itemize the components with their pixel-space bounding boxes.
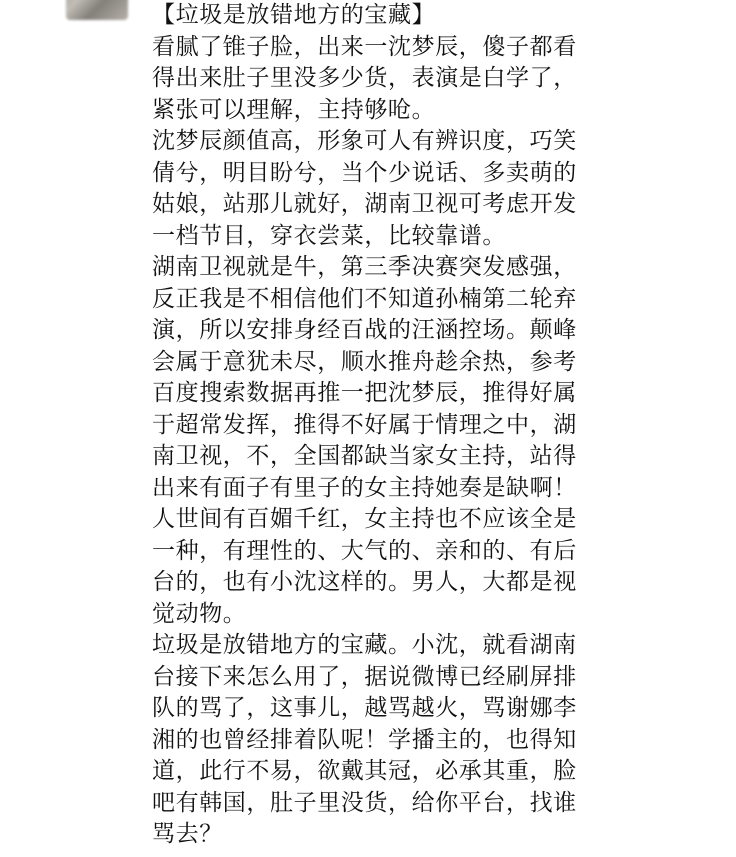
paragraph	[152, 252, 732, 504]
text-line: 觉动物。	[152, 600, 247, 627]
text-line: 湘的也曾经排着队呢！学播主的，也得知	[152, 726, 577, 753]
text-line: 垃圾是放错地方的宝藏。小沈，就看湖南	[152, 632, 577, 658]
post-content	[152, 0, 732, 851]
paragraph	[152, 630, 732, 851]
text-line: 台的，也有小沈这样的。男人，大都是视	[152, 569, 577, 595]
text-line: 倩兮，明目盼兮，当个少说话、多卖萌的	[152, 159, 577, 186]
text-line: 姑娘，站那儿就好，湖南卫视可考虑开发	[152, 191, 577, 217]
text-line: 演，所以安排身经百战的汪涵控场。颠峰	[152, 317, 577, 343]
text-line: 南卫视，不，全国都缺当家女主持，站得	[152, 443, 577, 469]
text-line: 吧有韩国，肚子里没货，给你平台，找谁	[152, 789, 577, 816]
text-line: 看腻了锥子脸，出来一沈梦辰，傻子都看	[152, 33, 577, 60]
text-line: 出来有面子有里子的女主持她奏是缺啊！	[152, 474, 577, 501]
text-line: 队的骂了，这事儿，越骂越火，骂谢娜李	[152, 695, 577, 721]
text-line: 于超常发挥，推得不好属于情理之中，湖	[152, 411, 577, 438]
paragraph	[152, 126, 732, 252]
text-line: 台接下来怎么用了，据说微博已经刷屏排	[152, 663, 577, 690]
text-line: 紧张可以理解，主持够呛。	[152, 96, 436, 123]
text-line: 百度搜索数据再推一把沈梦辰，推得好属	[152, 380, 577, 406]
avatar[interactable]	[66, 0, 128, 20]
text-line: 一种，有理性的、大气的、亲和的、有后	[152, 537, 577, 564]
text-line: 沈梦辰颜值高，形象可人有辨识度，巧笑	[152, 128, 577, 154]
paragraph	[152, 504, 732, 630]
paragraph	[152, 32, 732, 127]
text-line: 得出来肚子里没多少货，表演是白学了，	[152, 65, 577, 91]
text-line: 反正我是不相信他们不知道孙楠第二轮弃	[152, 285, 577, 312]
text-line: 骂去？	[152, 821, 223, 847]
text-line: 一档节目，穿衣尝菜，比较靠谱。	[152, 222, 506, 249]
text-line: 道，此行不易，欲戴其冠，必承其重，脸	[152, 758, 577, 784]
text-line: 人世间有百媚千红，女主持也不应该全是	[152, 506, 577, 532]
text-line: 湖南卫视就是牛，第三季决赛突发感强，	[152, 254, 577, 280]
post-title: 【垃圾是放错地方的宝藏】	[152, 2, 436, 28]
text-line: 会属于意犹未尽，顺水推舟趁余热，参考	[152, 348, 577, 375]
